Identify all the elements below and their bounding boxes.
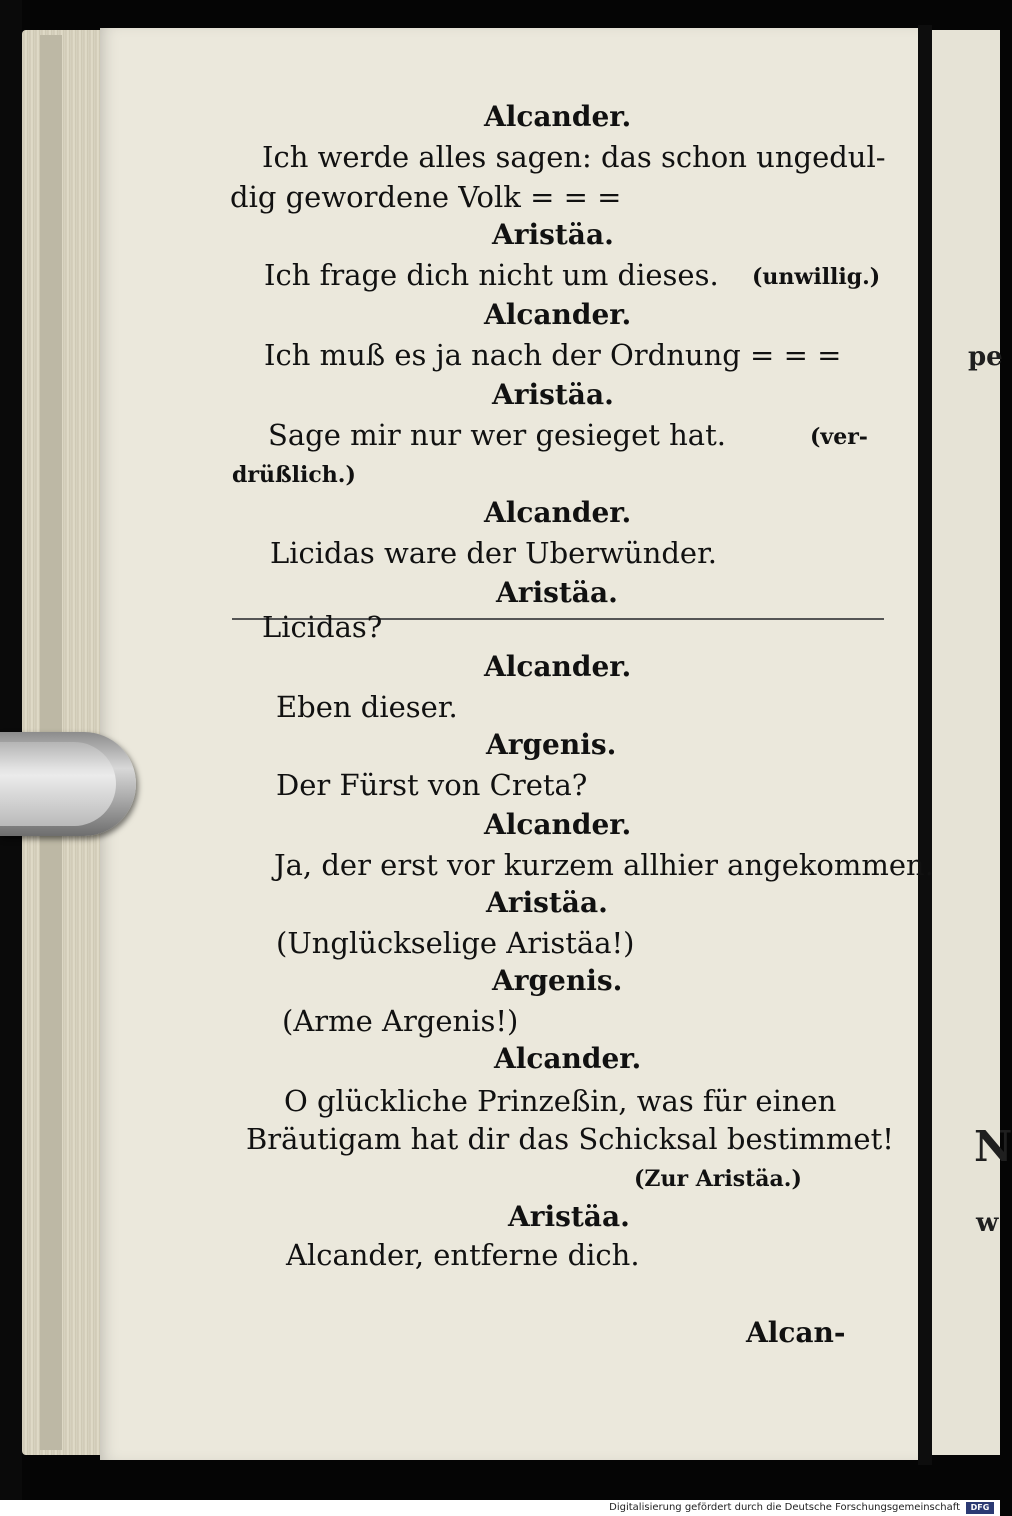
speaker-heading: Alcander.: [494, 1042, 642, 1075]
book-gutter: [918, 25, 932, 1465]
speaker-heading: Aristäa.: [496, 576, 618, 609]
speaker-heading: Alcander.: [484, 298, 632, 331]
right-page-fragment: N: [974, 1122, 1012, 1171]
text-line: Eben dieser.: [276, 690, 458, 724]
catchword: Alcan-: [746, 1316, 846, 1349]
stage-direction: (unwillig.): [752, 264, 881, 290]
speaker-heading: Aristäa.: [492, 218, 614, 251]
text-line: Ja, der erst vor kurzem allhier angekommen.: [274, 848, 934, 882]
speaker-heading: Aristäa.: [486, 886, 608, 919]
right-page-fragment: w: [976, 1208, 999, 1238]
text-line: O glückliche Prinzeßin, was für einen: [284, 1084, 837, 1118]
text-line: Bräutigam hat dir das Schicksal bestimmet!: [246, 1122, 894, 1156]
speaker-heading: Aristäa.: [508, 1200, 630, 1233]
stage-direction: (Zur Aristäa.): [634, 1166, 802, 1192]
speaker-heading: Alcander.: [484, 808, 632, 841]
stage-direction: drüßlich.): [232, 462, 356, 488]
speaker-heading: Aristäa.: [492, 378, 614, 411]
stage-direction: (ver-: [810, 424, 868, 450]
text-line: Licidas?: [262, 610, 383, 644]
speaker-heading: Argenis.: [486, 728, 617, 761]
right-page-fragment: pe: [968, 342, 1003, 372]
text-line: Ich frage dich nicht um dieses.: [264, 258, 719, 292]
dfg-logo: DFG: [966, 1502, 994, 1514]
text-line: dig gewordene Volk = = =: [230, 180, 622, 214]
text-line: (Arme Argenis!): [282, 1004, 519, 1038]
text-line: Alcander, entferne dich.: [286, 1238, 640, 1272]
text-line: (Unglückselige Aristäa!): [276, 926, 635, 960]
speaker-heading: Alcander.: [484, 100, 632, 133]
text-line: Der Fürst von Creta?: [276, 768, 588, 802]
text-line: Licidas ware der Uberwünder.: [270, 536, 717, 570]
text-line: Sage mir nur wer gesieget hat.: [268, 418, 726, 452]
speaker-heading: Alcander.: [484, 650, 632, 683]
funding-credit: Digitalisierung gefördert durch die Deutsche Forschungsgemeinschaft: [609, 1502, 960, 1513]
right-page: [932, 30, 1012, 1455]
text-line: Ich werde alles sagen: das schon ungedul-: [262, 140, 886, 174]
speaker-heading: Alcander.: [484, 496, 632, 529]
book-clip-highlight: [0, 742, 116, 826]
text-line: Ich muß es ja nach der Ordnung = = =: [264, 338, 842, 372]
speaker-heading: Argenis.: [492, 964, 623, 997]
